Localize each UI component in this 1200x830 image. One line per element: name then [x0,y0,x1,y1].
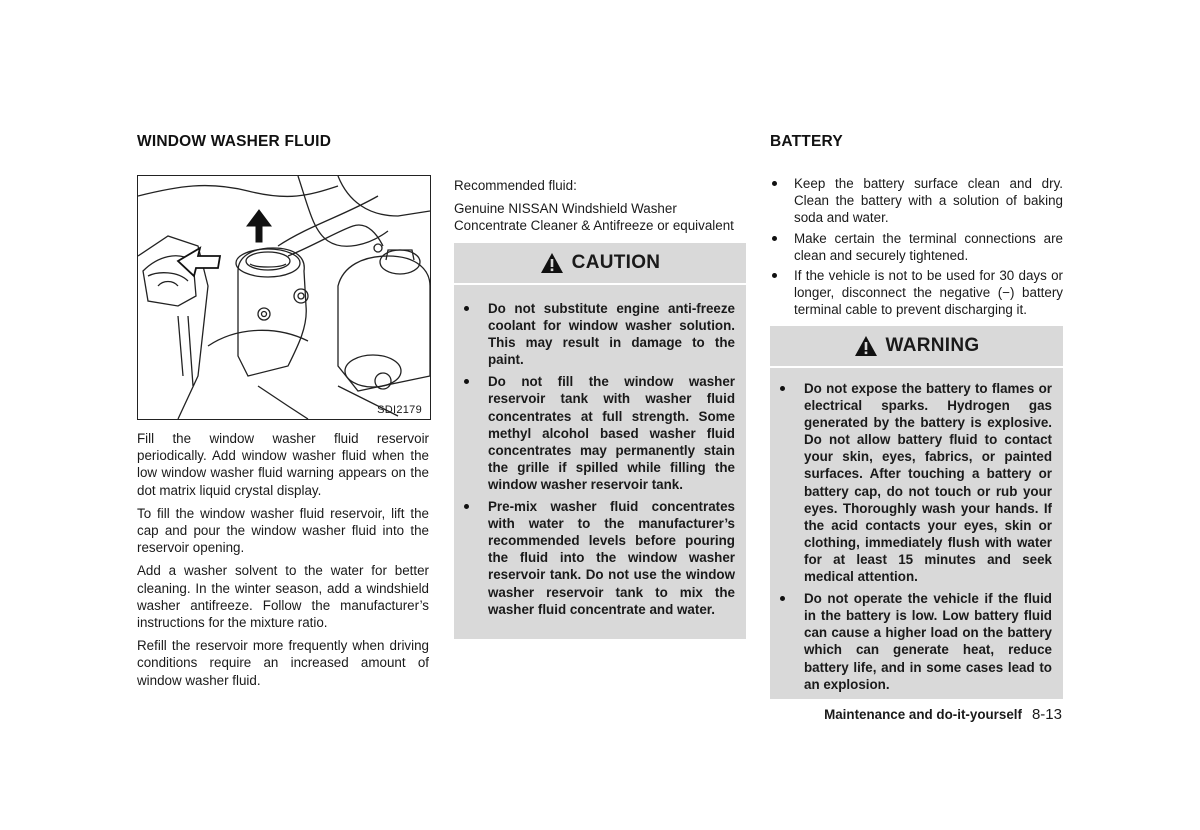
paragraph: To fill the window washer fluid reservoir, lift the cap and pour the window washer fluid into the reservoir opening. [137,505,429,556]
paragraph: Refill the reservoir more frequently when driving conditions require an increased amount of window washer fluid. [137,638,429,688]
recommended-fluid-label: Recommended fluid: [454,178,577,193]
engine-bay-drawing [138,176,430,419]
warning-box [770,326,1063,699]
caution-header [454,243,746,285]
section-heading-washer-fluid: WINDOW WASHER FLUID [137,133,332,150]
warning-item [770,590,1052,693]
warning-item-text: Do not expose the battery to flames or electrical sparks. Hydrogen gas generated by the battery is explosive. Do not allow battery fluid to contact your skin, eyes, fabrics, or painted surfaces. After touching a battery or battery cap, do not touch or rub your eyes. Thoroughly wash your hands. If the acid contacts your eyes, skin or clothing, immediately flush with water for at least 15 minutes and seek medical attention. [804,381,1052,585]
caution-item [454,300,735,368]
figure-id-label: SDI2179 [377,404,422,416]
caution-item-text: Do not fill the window washer reservoir tank with washer fluid concentrates at full strength. Some methyl alcohol based washer fluid concentrates may permanently stain the grille if spilled while filling the window washer reservoir tank. [488,374,735,492]
battery-item-text: If the vehicle is not to be used for 30 days or longer, disconnect the negative (−) battery terminal cable to prevent discharging it. [794,268,1063,318]
paragraph: Fill the window washer fluid reservoir periodically. Add window washer fluid when the low window washer fluid warning appears on the dot matrix liquid crystal display. [137,431,429,498]
page-number: 8-13 [1031,706,1062,723]
caution-item [454,498,735,618]
left-body-text [137,430,429,695]
washer-reservoir-illustration [137,175,431,420]
caution-title: CAUTION [571,252,661,273]
arrow-up-icon [247,210,271,242]
caution-list [454,285,746,618]
warning-list [770,368,1063,693]
bullet-icon [780,386,785,391]
battery-item-text: Make certain the terminal connections are clean and securely tightened. [794,230,1063,263]
battery-list-block [770,175,1063,322]
caution-box [454,243,746,639]
warning-item-text: Do not operate the vehicle if the fluid in the battery is low. Low battery fluid can cause a higher load on the battery which can generate heat, reduce battery life, and in some cases lead to an explosion. [804,591,1052,692]
section-heading-battery: BATTERY [770,133,843,150]
battery-list [770,175,1063,319]
bullet-icon [772,273,777,278]
warning-header [770,326,1063,368]
battery-item [770,267,1063,319]
battery-item [770,175,1063,227]
footer-section-title: Maintenance and do-it-yourself [824,707,1022,722]
recommended-fluid-block [454,177,746,241]
caution-item-text: Pre-mix washer fluid concentrates with water to the manufacturer’s recommended levels before pouring the fluid into the window washer reservoir tank. Do not use the window washer reservoir tank to mix the washer fluid concentrate and water. [488,499,735,617]
bullet-icon [772,181,777,186]
warning-item [770,380,1052,585]
battery-item-text: Keep the battery surface clean and dry. Clean the battery with a solution of baking soda and water. [794,176,1063,226]
caution-item [454,373,735,493]
battery-item [770,230,1063,264]
paragraph: Add a washer solvent to the water for better cleaning. In the winter season, add a windshield washer antifreeze. Follow the manufacturer’s instructions for the mixture ratio. [137,563,429,631]
recommended-fluid-value: Genuine NISSAN Windshield Washer Concentrate Cleaner & Antifreeze or equivalent [454,201,734,234]
bullet-icon [772,236,777,241]
bullet-icon [464,306,469,311]
caution-item-text: Do not substitute engine anti-freeze coolant for window washer solution. This may result in damage to the paint. [488,301,735,368]
warning-triangle-icon [540,252,564,274]
bullet-icon [464,504,469,509]
page-footer [824,706,1062,723]
bullet-icon [464,379,469,384]
warning-title: WARNING [885,335,980,356]
arrow-pointer-icon [178,248,220,276]
bullet-icon [780,596,785,601]
warning-triangle-icon [854,335,878,357]
